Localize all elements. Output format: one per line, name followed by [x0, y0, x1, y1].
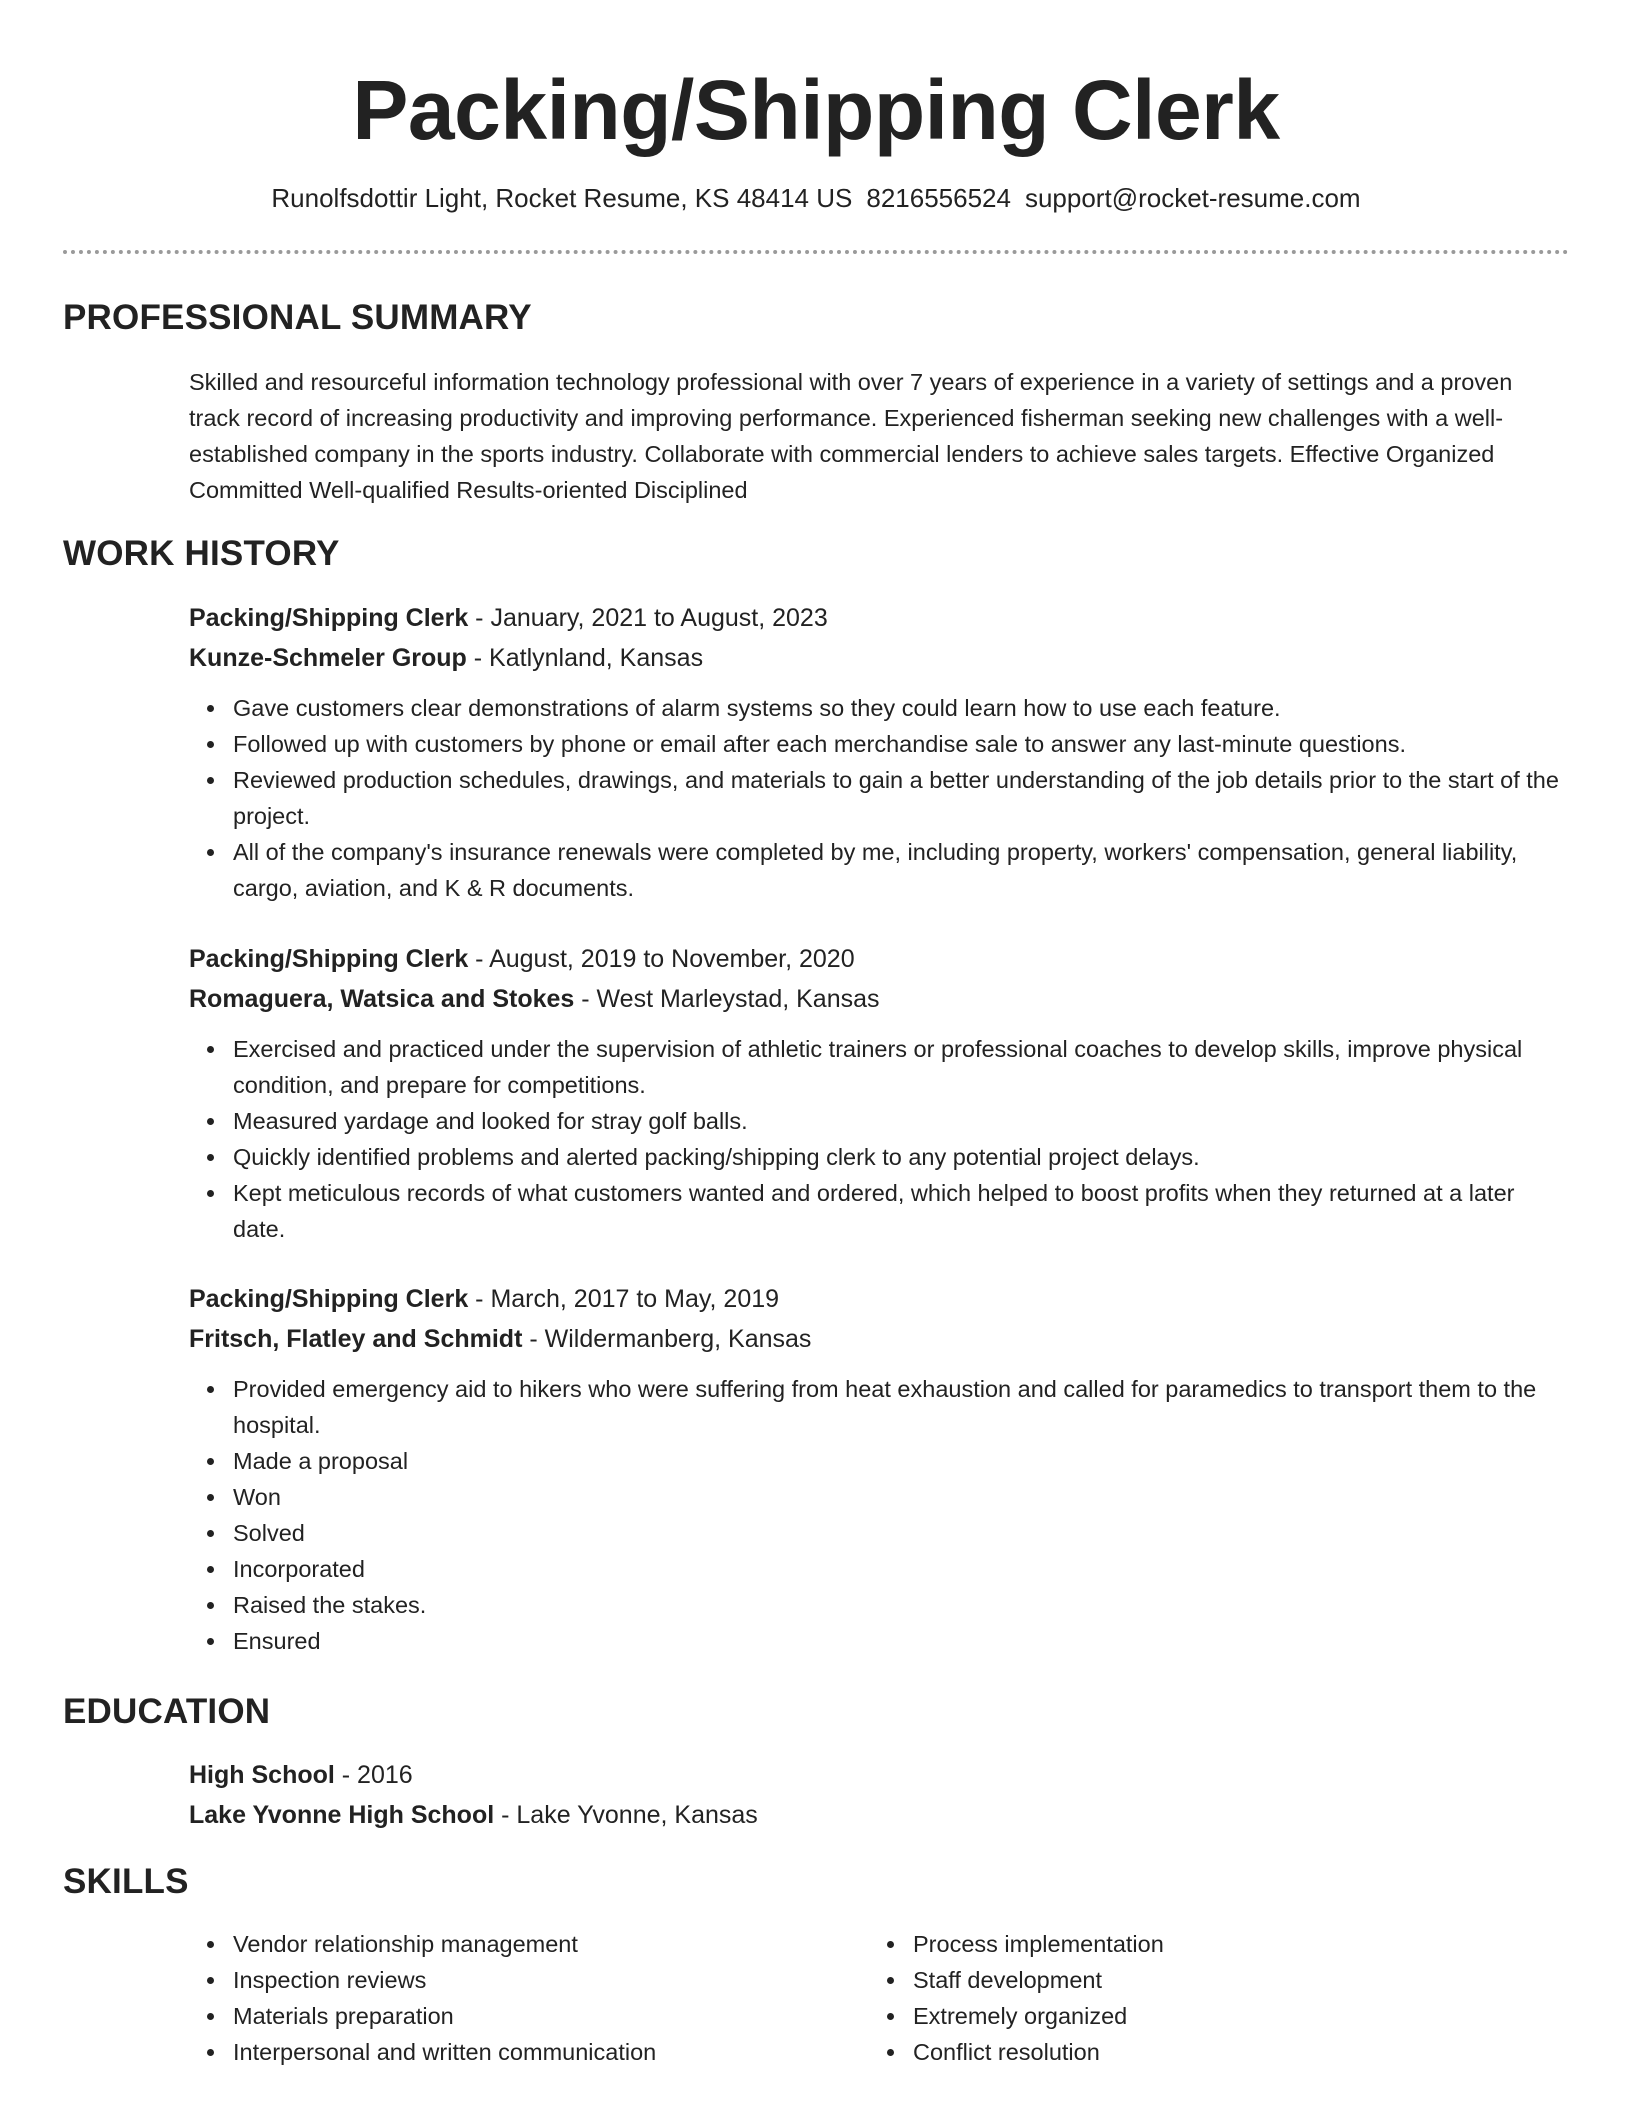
list-item: Staff development: [869, 1962, 1549, 1998]
job-entry: [189, 598, 1559, 906]
skills-heading: SKILLS: [63, 1862, 189, 1901]
work-history-heading: WORK HISTORY: [63, 534, 340, 573]
job-title-line: [189, 1279, 1559, 1319]
list-item: Interpersonal and written communication: [189, 2034, 869, 2070]
job-title: Packing/Shipping Clerk: [189, 1285, 469, 1313]
job-title: Packing/Shipping Clerk: [189, 945, 469, 973]
list-item: Conflict resolution: [869, 2034, 1549, 2070]
contact-address: Runolfsdottir Light, Rocket Resume, KS 48414 US: [271, 183, 853, 213]
job-bullets: [189, 1031, 1559, 1247]
list-item: Inspection reviews: [189, 1962, 869, 1998]
header-divider: [63, 250, 1569, 254]
education-school: Lake Yvonne High School: [189, 1801, 495, 1829]
education-year: - 2016: [334, 1761, 413, 1789]
list-item: All of the company's insurance renewals were completed by me, including property, workers' compensation, general liability, cargo, aviation, and K & R documents.: [189, 834, 1559, 906]
education-school-line: [189, 1795, 1559, 1835]
list-item: Reviewed production schedules, drawings, and materials to gain a better understanding of the job details prior to the start of the project.: [189, 762, 1559, 834]
job-company-line: [189, 638, 1559, 678]
list-item: Followed up with customers by phone or email after each merchandise sale to answer any last-minute questions.: [189, 726, 1559, 762]
job-location: - Wildermanberg, Kansas: [522, 1325, 812, 1353]
job-company: Fritsch, Flatley and Schmidt: [189, 1325, 523, 1353]
list-item: Raised the stakes.: [189, 1587, 1559, 1623]
list-item: Kept meticulous records of what customers wanted and ordered, which helped to boost profits when they returned at a later date.: [189, 1175, 1559, 1247]
job-bullets: [189, 1371, 1559, 1659]
education-location: - Lake Yvonne, Kansas: [494, 1801, 758, 1829]
job-title-line: [189, 939, 1559, 979]
job-company: Kunze-Schmeler Group: [189, 644, 467, 672]
contact-phone: 8216556524: [866, 183, 1011, 213]
job-entry: [189, 1279, 1559, 1659]
job-dates: - January, 2021 to August, 2023: [468, 604, 828, 632]
list-item: Materials preparation: [189, 1998, 869, 2034]
list-item: Process implementation: [869, 1926, 1549, 1962]
list-item: Measured yardage and looked for stray golf balls.: [189, 1103, 1559, 1139]
job-title-line: [189, 598, 1559, 638]
job-company-line: [189, 979, 1559, 1019]
education-degree: High School: [189, 1761, 335, 1789]
list-item: Gave customers clear demonstrations of alarm systems so they could learn how to use each feature.: [189, 690, 1559, 726]
skills-column-left: [189, 1926, 869, 2070]
skills-column-right: [869, 1926, 1549, 2070]
list-item: Won: [189, 1479, 1559, 1515]
job-company-line: [189, 1319, 1559, 1359]
job-dates: - March, 2017 to May, 2019: [468, 1285, 780, 1313]
education-entry: [189, 1755, 1559, 1835]
job-location: - West Marleystad, Kansas: [574, 985, 880, 1013]
summary-heading: PROFESSIONAL SUMMARY: [63, 298, 532, 337]
job-location: - Katlynland, Kansas: [466, 644, 704, 672]
resume-title: Packing/Shipping Clerk: [352, 63, 1280, 157]
summary-text: Skilled and resourceful information technology professional with over 7 years of experience in a variety of settings and a proven track record of increasing productivity and improving performance. Experienced fisherman seeking new challenges with a well-established company in the sports industry. Collaborate with commercial lenders to achieve sales targets. Effective Organized Committed Well-qualified Results-oriented Disciplined: [189, 369, 1513, 503]
job-title: Packing/Shipping Clerk: [189, 604, 469, 632]
list-item: Incorporated: [189, 1551, 1559, 1587]
list-item: Exercised and practiced under the supervision of athletic trainers or professional coaches to develop skills, improve physical condition, and prepare for competitions.: [189, 1031, 1559, 1103]
list-item: Ensured: [189, 1623, 1559, 1659]
education-heading: EDUCATION: [63, 1692, 271, 1731]
list-item: Extremely organized: [869, 1998, 1549, 2034]
contact-email: support@rocket-resume.com: [1024, 183, 1361, 213]
skills-list: [189, 1926, 1559, 2070]
job-company: Romaguera, Watsica and Stokes: [189, 985, 575, 1013]
education-degree-line: [189, 1755, 1559, 1795]
job-bullets: [189, 690, 1559, 906]
job-entry: [189, 939, 1559, 1247]
list-item: Made a proposal: [189, 1443, 1559, 1479]
list-item: Solved: [189, 1515, 1559, 1551]
contact-line: [0, 180, 1632, 216]
list-item: Provided emergency aid to hikers who were suffering from heat exhaustion and called for paramedics to transport them to the hospital.: [189, 1371, 1559, 1443]
list-item: Vendor relationship management: [189, 1926, 869, 1962]
list-item: Quickly identified problems and alerted packing/shipping clerk to any potential project delays.: [189, 1139, 1559, 1175]
job-dates: - August, 2019 to November, 2020: [468, 945, 855, 973]
